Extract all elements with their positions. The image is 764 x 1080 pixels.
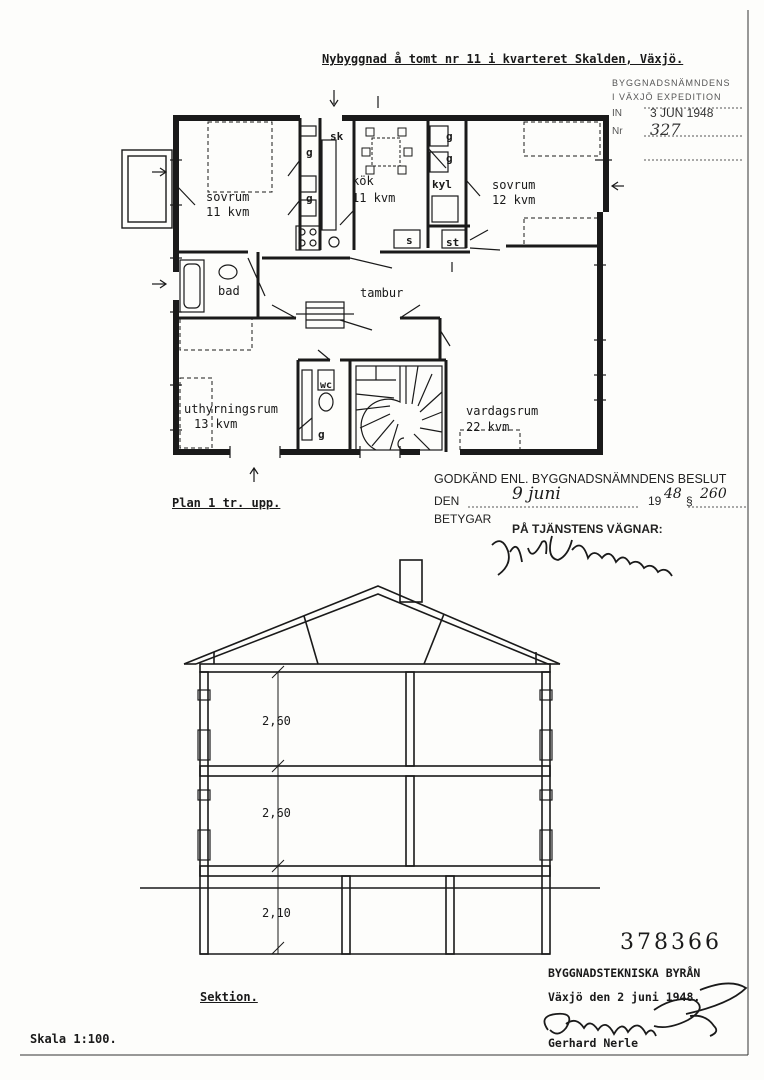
section-walls	[140, 672, 600, 954]
room-kok-area: 11 kvm	[352, 191, 396, 205]
section-windows	[198, 690, 552, 860]
roof	[184, 586, 560, 664]
received-stamp-line2: I VÄXJÖ EXPEDITION	[612, 92, 722, 102]
staircase	[356, 366, 442, 450]
height-upper-floor: 2,60	[262, 714, 291, 728]
approval-betygar: BETYGAR	[434, 512, 492, 526]
floor-slabs	[200, 664, 550, 954]
room-vardagsrum-area: 22 kvm	[466, 420, 510, 434]
approval-para-number: 260	[700, 486, 727, 502]
received-stamp-date: 3 JUN 1948	[650, 106, 714, 120]
plan-label: Plan 1 tr. upp.	[172, 496, 281, 510]
received-stamp-number: 327	[650, 120, 681, 139]
section-label: Sektion.	[200, 990, 258, 1004]
fixture-g-label: g	[446, 152, 453, 165]
fixture-wc-label: wc	[320, 380, 333, 391]
fixture-g-label: g	[306, 192, 313, 205]
chimney	[400, 560, 422, 602]
approval-heading: GODKÄND ENL. BYGGNADSNÄMNDENS BESLUT	[434, 472, 727, 486]
room-bad-name: bad	[218, 284, 240, 298]
room-uthyrningsrum-name: uthyrningsrum	[184, 402, 278, 416]
fixture-g-label: g	[446, 130, 453, 143]
approval-para-sign: §	[686, 494, 693, 508]
scale-label: Skala 1:100.	[30, 1032, 117, 1046]
fixture-st-label: st	[446, 236, 460, 249]
signature-approval	[492, 536, 672, 576]
received-stamp-in-label: IN	[612, 108, 622, 119]
approval-den-label: DEN	[434, 494, 460, 508]
place-date: Växjö den 2 juni 1948.	[548, 990, 701, 1004]
room-uthyrningsrum-area: 13 kvm	[194, 417, 238, 431]
kitchen-table	[362, 128, 412, 174]
approval-office: PÅ TJÄNSTENS VÄGNAR:	[512, 522, 663, 536]
height-middle-floor: 2,60	[262, 806, 291, 820]
room-sovrum-west-area: 11 kvm	[206, 205, 250, 219]
room-vardagsrum-name: vardagsrum	[466, 404, 539, 418]
room-sovrum-east-name: sovrum	[492, 178, 536, 192]
room-sovrum-west-name: sovrum	[206, 190, 250, 204]
architect-name: Gerhard Nerle	[548, 1036, 639, 1050]
tambur-bench	[296, 302, 354, 328]
fixture-kyl-label: kyl	[432, 178, 452, 191]
fixture-sk-label: sk	[330, 130, 344, 143]
approval-year: 48	[664, 486, 682, 502]
received-stamp-line1: BYGGNADSNÄMNDENS	[612, 78, 731, 88]
fixture-s-label: s	[406, 234, 413, 247]
room-kok-name: kök	[352, 174, 374, 188]
received-stamp-nr-label: Nr	[612, 126, 623, 137]
drawing-title: Nybyggnad å tomt nr 11 i kvarteret Skalden, Växjö.	[322, 52, 684, 66]
room-tambur-name: tambur	[360, 286, 404, 300]
approval-year-prefix: 19	[648, 494, 662, 508]
fixture-g-label: g	[306, 146, 313, 159]
height-basement: 2,10	[262, 906, 291, 920]
section-drawing	[140, 560, 600, 954]
firm-name: BYGGNADSTEKNISKA BYRÅN	[548, 966, 701, 980]
fixture-g-label: g	[318, 428, 325, 441]
balcony	[122, 150, 172, 228]
room-sovrum-east-area: 12 kvm	[492, 193, 536, 207]
approval-day: 9 juni	[512, 484, 561, 504]
drawing-number: 378366	[620, 930, 722, 955]
